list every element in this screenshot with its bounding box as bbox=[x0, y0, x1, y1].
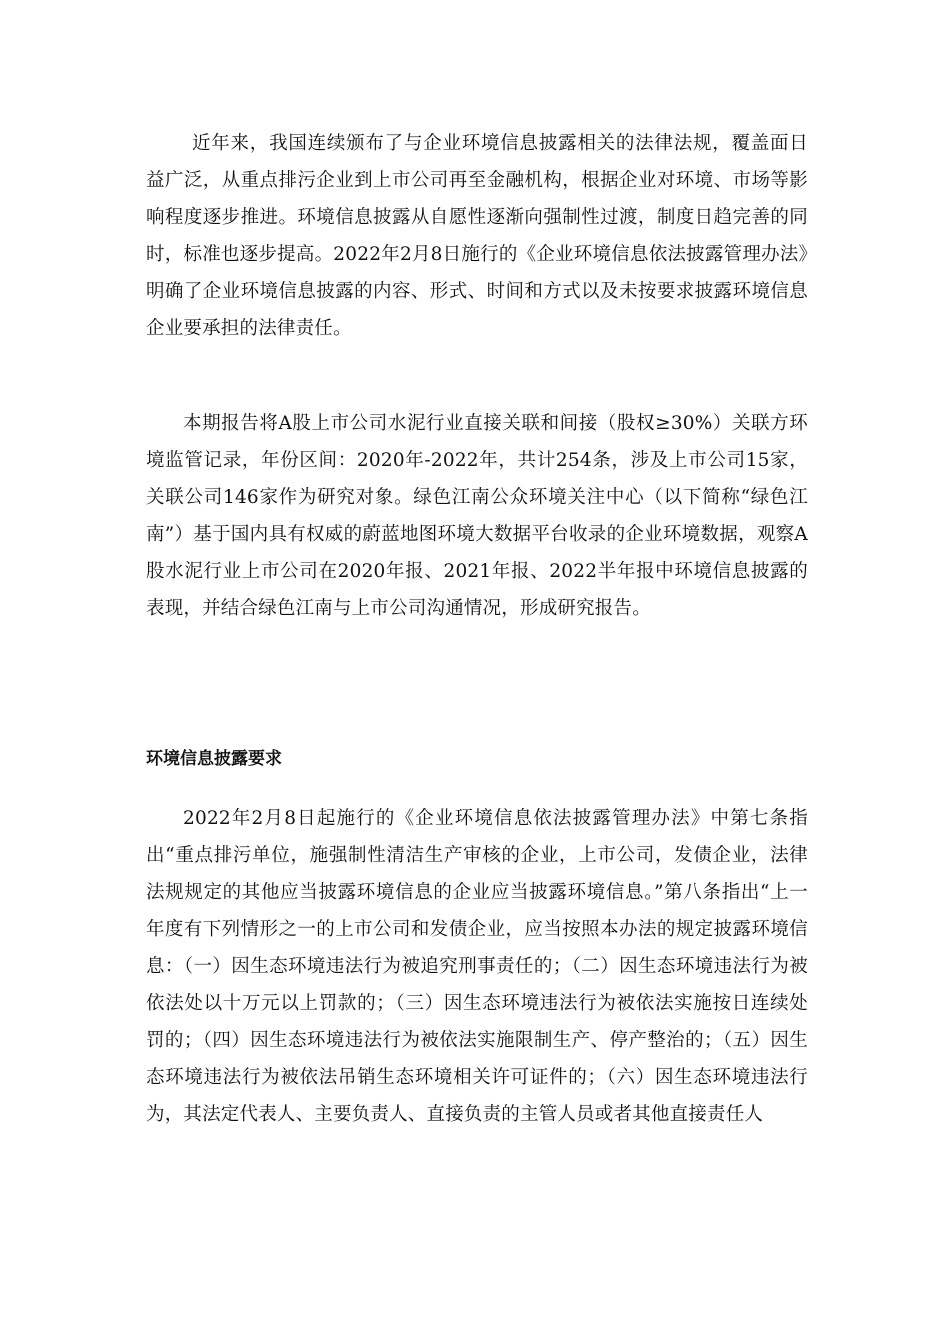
intro-paragraph: 近年来，我国连续颁布了与企业环境信息披露相关的法律法规，覆盖面日益广泛，从重点排污企业到上市公司再至金融机构，根据企业对环境、市场等影响程度逐步推进。环境信息披露从自愿性逐渐向强制性过渡，制度日趋完善的同时，标准也逐步提高。2022年2月8日施行的《企业环境信息依法披露管理办法》明确了企业环境信息披露的内容、形式、时间和方式以及未按要求披露环境信息企业要承担的法律责任。 bbox=[146, 133, 808, 339]
disclosure-requirements-paragraph: 2022年2月8日起施行的《企业环境信息依法披露管理办法》中第七条指出“重点排污单位，施强制性清洁生产审核的企业，上市公司，发债企业，法律法规规定的其他应当披露环境信息的企业应当披露环境信息。”第八条指出“上一年度有下列情形之一的上市公司和发债企业，应当按照本办法的规定披露环境信息：（一）因生态环境违法行为被追究刑事责任的；（二）因生态环境违法行为被依法处以十万元以上罚款的；（三）因生态环境违法行为被依法实施按日连续处罚的；（四）因生态环境违法行为被依法实施限制生产、停产整治的；（五）因生态环境违法行为被依法吊销生态环境相关许可证件的；（六）因生态环境违法行为，其法定代表人、主要负责人、直接负责的主管人员或者其他直接责任人 bbox=[146, 808, 808, 1125]
section-heading: 环境信息披露要求 bbox=[146, 749, 282, 769]
report-scope-paragraph: 本期报告将A股上市公司水泥行业直接关联和间接（股权≥30%）关联方环境监管记录，年份区间：2020年-2022年，共计254条，涉及上市公司15家，关联公司146家作为研究对象。绿色江南公众环境关注中心（以下简称“绿色江南”）基于国内具有权威的蔚蓝地图环境大数据平台收录的企业环境数据，观察A股水泥行业上市公司在2020年报、2021年报、2022半年报中环境信息披露的表现，并结合绿色江南与上市公司沟通情况，形成研究报告。 bbox=[146, 413, 808, 619]
